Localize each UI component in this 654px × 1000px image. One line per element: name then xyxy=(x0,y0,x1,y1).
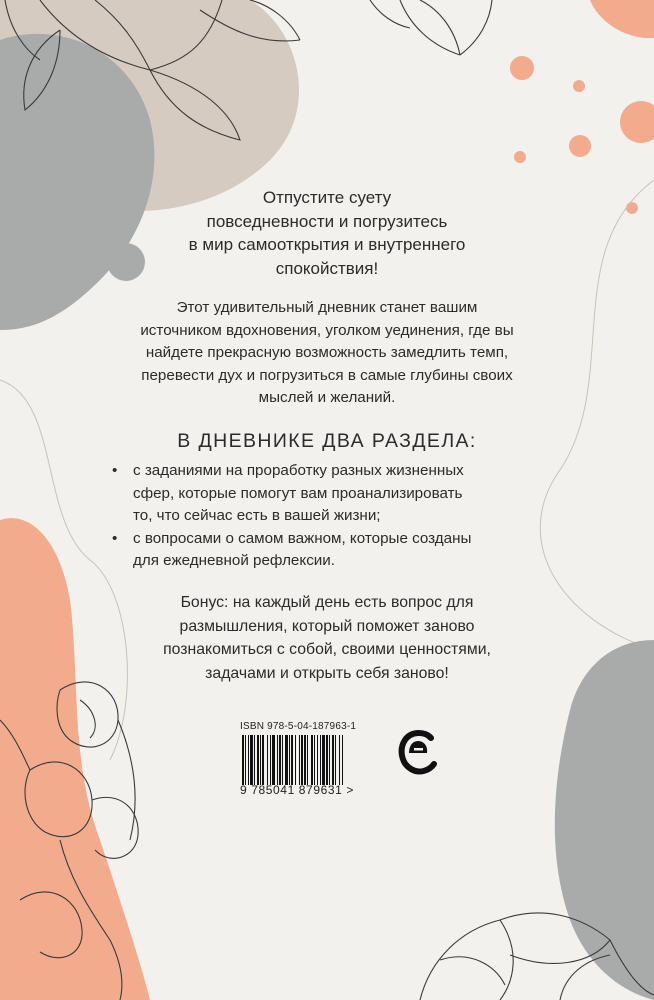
barcode-bars xyxy=(240,735,390,785)
list-item-line: • с вопросами о самом важном, которые созданы xyxy=(133,529,472,547)
intro-heading-line: спокойствия! xyxy=(275,258,379,278)
barcode-bar xyxy=(342,735,343,785)
peach-blob-top-right xyxy=(590,0,654,38)
barcode-bar xyxy=(270,735,271,785)
barcode-bar xyxy=(279,735,281,785)
list-item-line: то, что сейчас есть в вашей жизни; xyxy=(133,507,381,524)
bonus-line: размышления, который поможет заново xyxy=(179,617,475,635)
barcode-bar xyxy=(277,735,278,785)
barcode-bar xyxy=(311,735,313,785)
barcode-bar xyxy=(248,735,249,785)
barcode-bar xyxy=(250,735,253,785)
barcode-bar xyxy=(242,735,244,785)
intro-paragraph-line: Этот удивительный дневник станет вашим xyxy=(176,299,478,316)
barcode-bar xyxy=(320,735,321,785)
barcode-bar xyxy=(254,735,255,785)
list-item xyxy=(112,460,532,528)
intro-paragraph-line: перевести дух и погрузиться в самые глубины своих xyxy=(141,366,513,384)
leaf-outline-top-right xyxy=(370,0,492,55)
peach-dot xyxy=(620,101,654,143)
barcode xyxy=(240,721,390,799)
intro-heading-line: в мир самооткрытия и внутреннего xyxy=(188,235,466,254)
barcode-bar xyxy=(285,735,288,785)
barcode-bar xyxy=(262,735,264,785)
list-item-line: сфер, которые помогут вам проанализировать xyxy=(133,484,463,502)
bonus-paragraph xyxy=(0,591,654,685)
intro-paragraph xyxy=(0,297,654,410)
barcode-bar xyxy=(295,735,296,785)
list-item-line: для ежедневной рефлексии. xyxy=(133,552,335,569)
barcode-bar xyxy=(317,735,318,785)
intro-paragraph-line: мыслей и желаний. xyxy=(258,389,396,406)
barcode-bar xyxy=(329,735,330,785)
barcode-bar xyxy=(335,735,336,785)
sections-heading: В ДНЕВНИКЕ ДВА РАЗДЕЛА: xyxy=(177,430,477,452)
list-item xyxy=(112,528,532,573)
barcode-bar xyxy=(272,735,275,785)
barcode-bar xyxy=(299,735,300,785)
barcode-bar xyxy=(245,735,246,785)
sections-list xyxy=(112,460,532,573)
barcode-bar xyxy=(339,735,340,785)
barcode-bar xyxy=(289,735,290,785)
barcode-bar xyxy=(322,735,325,785)
peach-dot xyxy=(510,56,534,80)
bonus-line: Бонус: на каждый день есть вопрос для xyxy=(180,594,474,611)
barcode-digits: 9 785041 879631 > xyxy=(240,783,354,797)
barcode-bar xyxy=(260,735,261,785)
barcode-bar xyxy=(304,735,306,785)
intro-heading-line: повседневности и погрузитесь xyxy=(206,211,448,231)
intro-heading-line: Отпустите суету xyxy=(262,188,392,207)
isbn-label: ISBN 978-5-04-187963-1 xyxy=(240,721,357,732)
barcode-bar xyxy=(314,735,315,785)
bonus-line: задачами и открыть себя заново! xyxy=(205,664,449,682)
bonus-line: познакомиться с собой, своими ценностями, xyxy=(163,641,491,658)
barcode-bar xyxy=(332,735,334,785)
barcode-bar xyxy=(301,735,303,785)
intro-heading xyxy=(0,186,654,280)
intro-paragraph-line: найдете прекрасную возможность замедлить темп, xyxy=(145,344,509,361)
barcode-bar xyxy=(291,735,293,785)
intro-paragraph-line: источником вдохновения, уголком уединения, где вы xyxy=(140,321,514,339)
barcode-bar xyxy=(307,735,308,785)
list-item-line: • с заданиями на проработку разных жизненных xyxy=(133,462,464,479)
eksmo-logo-icon xyxy=(397,728,439,776)
barcode-bar xyxy=(267,735,268,785)
peach-dot xyxy=(573,80,585,92)
barcode-bar xyxy=(326,735,328,785)
barcode-bar xyxy=(282,735,283,785)
peach-dot xyxy=(569,135,591,157)
peach-dot xyxy=(514,151,526,163)
barcode-bar xyxy=(257,735,259,785)
